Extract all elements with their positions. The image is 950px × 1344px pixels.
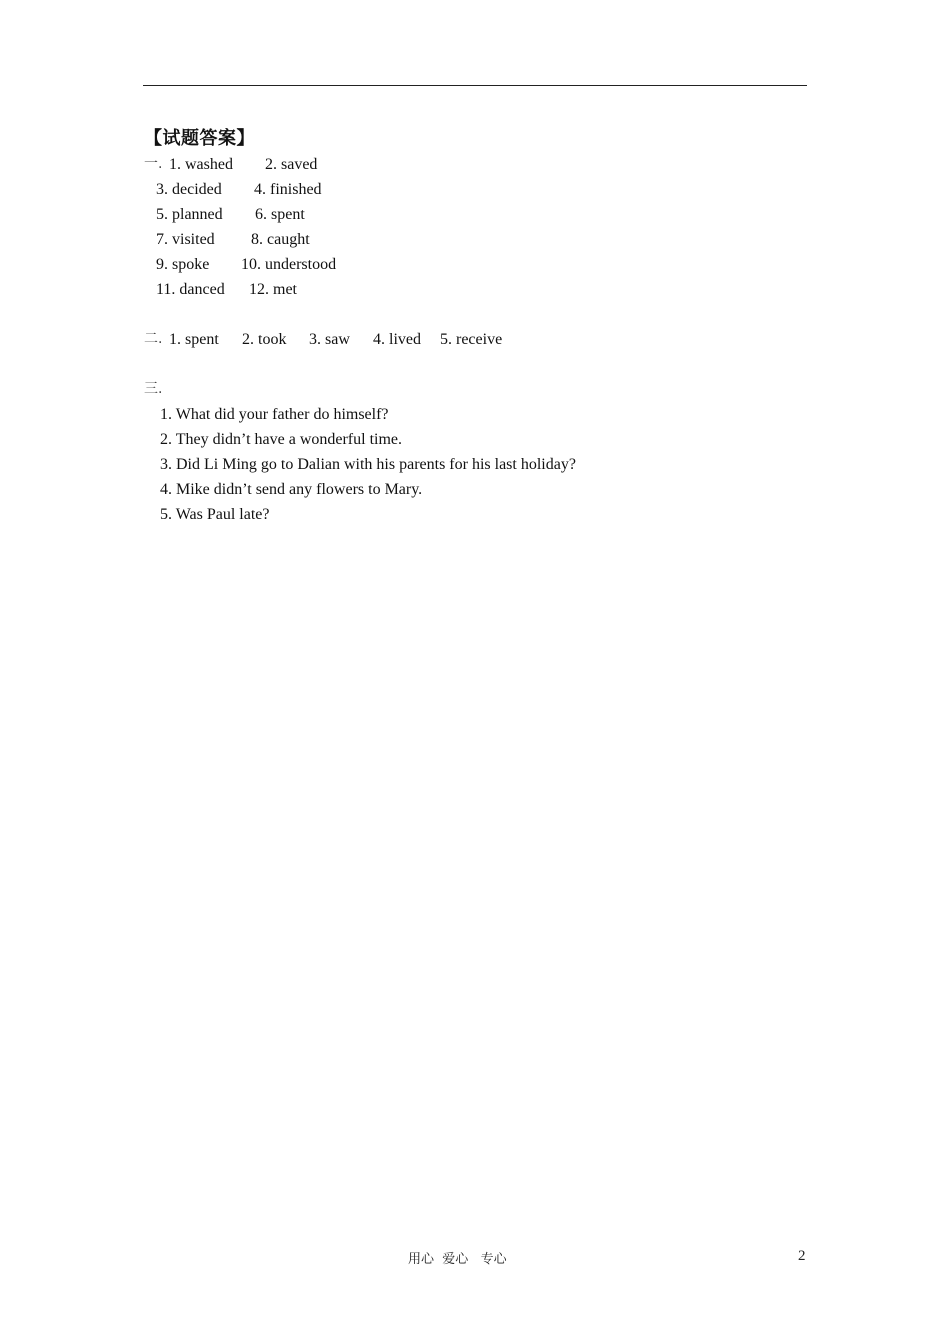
section3-row (144, 377, 804, 402)
answer-item: 1. spent (169, 331, 219, 348)
answer-sentence: 5. Was Paul late? (160, 506, 270, 523)
spacer (144, 302, 804, 327)
answer-item: 9. spoke (156, 256, 210, 273)
section3-row (144, 477, 804, 502)
answer-item: 10. understood (241, 256, 337, 273)
answer-item: 4. lived (373, 331, 421, 348)
section3-row (144, 452, 804, 477)
page-number: 2 (798, 1248, 806, 1264)
answer-sentence: 3. Did Li Ming go to Dalian with his parents for his last holiday? (160, 456, 576, 473)
answer-content (144, 126, 804, 527)
answer-item: 11. danced (156, 281, 225, 298)
answer-item: 2. took (242, 331, 287, 348)
section1-label: 一. (144, 156, 163, 172)
answer-item: 8. caught (251, 231, 310, 248)
answer-item: 5. receive (440, 331, 503, 348)
section1-row (144, 152, 804, 177)
answer-sentence: 1. What did your father do himself? (160, 406, 389, 423)
section1-row (144, 227, 804, 252)
section1-row (144, 202, 804, 227)
footer-motto: 用心 爱心 专心 (408, 1252, 507, 1267)
section1-row (144, 177, 804, 202)
section1-row (144, 277, 804, 302)
header-rule (143, 85, 807, 86)
answer-item: 4. finished (254, 181, 322, 198)
section2-row (144, 327, 804, 352)
answer-item: 1. washed (169, 156, 233, 173)
answer-sentence: 2. They didn’t have a wonderful time. (160, 431, 403, 448)
answer-item: 3. decided (156, 181, 222, 198)
answer-item: 2. saved (265, 156, 318, 173)
spacer (144, 352, 804, 377)
answer-item: 7. visited (156, 231, 215, 248)
section3-row (144, 502, 804, 527)
section1-row (144, 252, 804, 277)
section3-row (144, 427, 804, 452)
answer-item: 3. saw (309, 331, 350, 348)
answer-item: 5. planned (156, 206, 223, 223)
answer-item: 6. spent (255, 206, 305, 223)
answer-sentence: 4. Mike didn’t send any flowers to Mary. (160, 481, 423, 498)
section3-label: 三. (144, 381, 163, 397)
section2-label: 二. (144, 331, 163, 347)
answer-item: 12. met (249, 281, 297, 298)
answers-heading: 【试题答案】 (144, 128, 255, 149)
section3-row (144, 402, 804, 427)
